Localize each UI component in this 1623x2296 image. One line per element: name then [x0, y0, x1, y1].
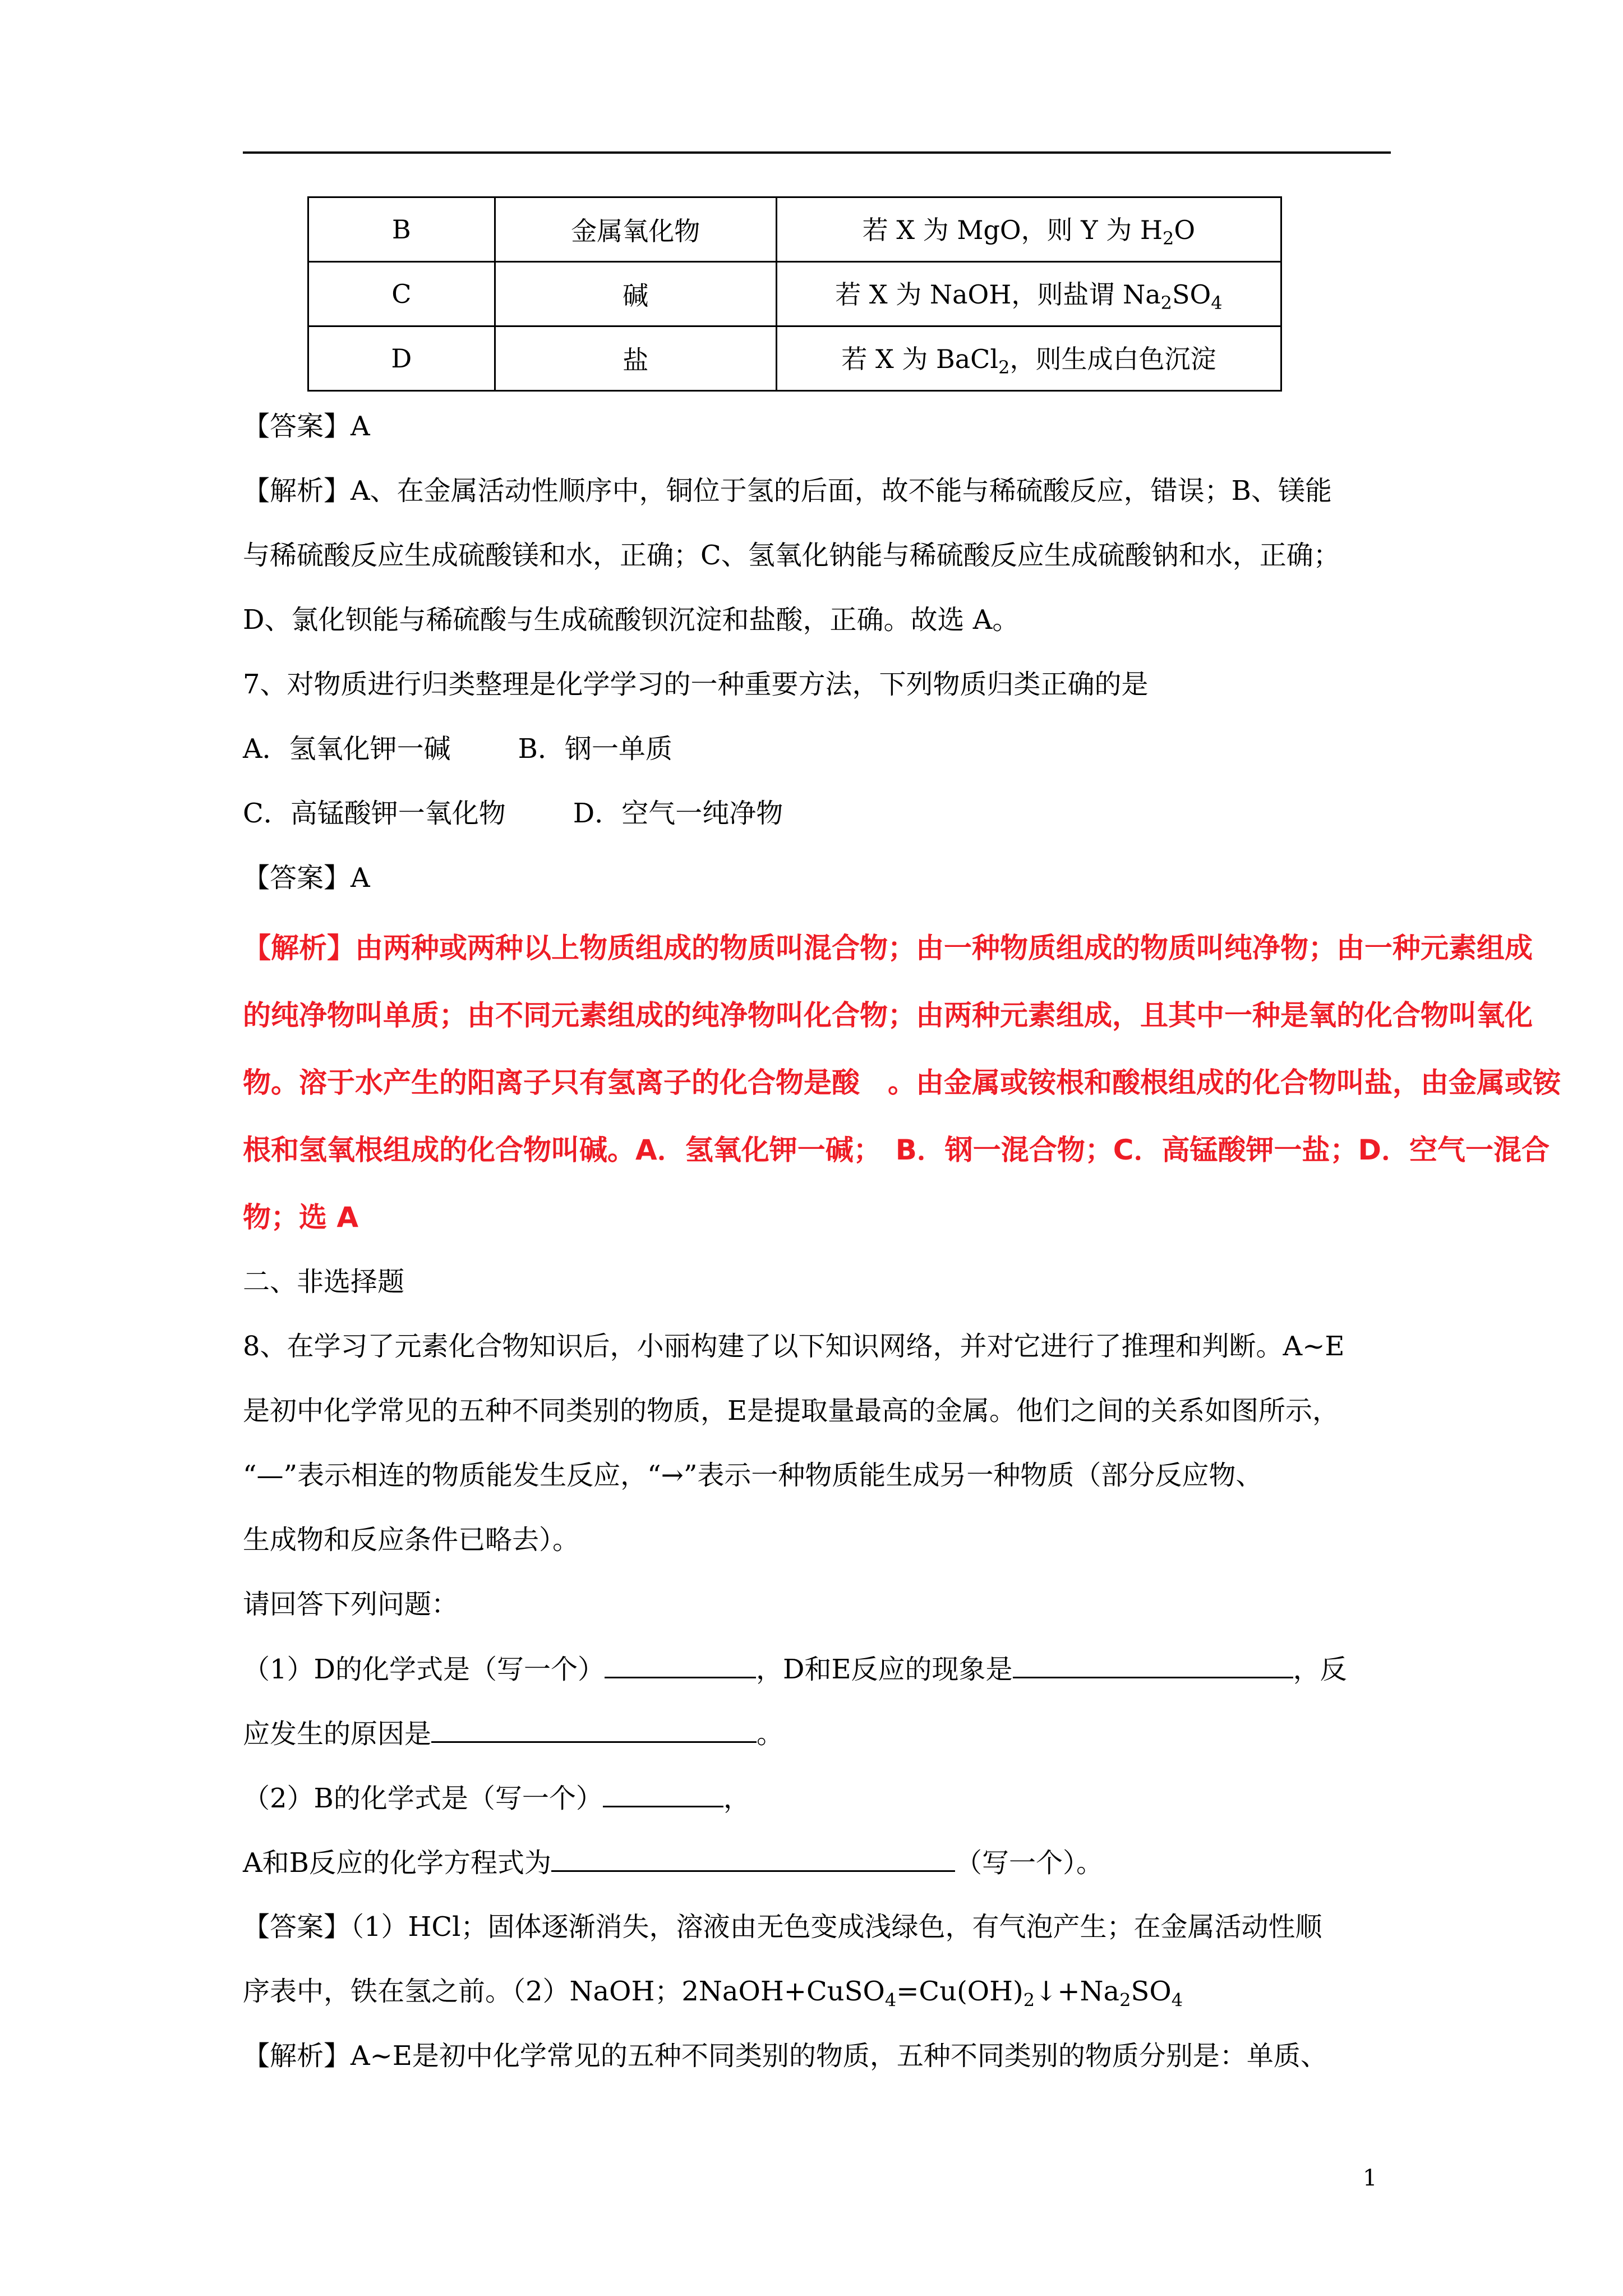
answer-blank[interactable] [431, 1717, 757, 1743]
q7-option-c: C．高锰酸钾一氧化物 [243, 798, 506, 829]
q8-part2-line: A和B反应的化学方程式为 （写一个）。 [243, 1846, 1103, 1880]
q8-analysis-line: 【解析】A~E是初中化学常见的五种不同类别的物质，五种不同类别的物质分别是：单质、 [243, 2040, 1327, 2072]
q8-answer-line: 序表中，铁在氢之前。（2）NaOH；$2NaOH+CuSO_4=Cu(OH)_2↓+Na_2SO_4$ [243, 1976, 1183, 2011]
q8-answer-line: 【答案】（1）HCl；固体逐渐消失，溶液由无色变成浅绿色，有气泡产生；在金属活动性顺 [243, 1911, 1322, 1943]
q8-part2-line: （2）B的化学式是（写一个） ， [243, 1781, 750, 1815]
answer-blank[interactable] [603, 1781, 723, 1807]
options-table [307, 196, 1282, 392]
description-cell: 若 X 为 NaOH，则盐谓 $Na_2SO_4$ [776, 262, 1281, 326]
q8-stem-line: 8、在学习了元素化合物知识后，小丽构建了以下知识网络，并对它进行了推理和判断。A~E [243, 1331, 1345, 1362]
table-row [308, 197, 1281, 262]
q7-analysis-line: 根和氢氧根组成的化合物叫碱。A．氢氧化钾一碱； B．钢一混合物；C．高锰酸钾一盐；D．空气一混合 [243, 1134, 1550, 1166]
q7-option-a: A．氢氧化钾一碱 [243, 733, 451, 765]
q7-analysis-line: 【解析】由两种或两种以上物质组成的物质叫混合物；由一种物质组成的物质叫纯净物；由一种元素组成 [243, 932, 1533, 964]
q7-analysis-line: 的纯净物叫单质；由不同元素组成的纯净物叫化合物；由两种元素组成，且其中一种是氧的化合物叫氧化 [243, 999, 1533, 1032]
q7-stem: 7、对物质进行归类整理是化学学习的一种重要方法，下列物质归类正确的是 [243, 669, 1149, 700]
q6-answer: 【答案】A [243, 411, 370, 442]
option-cell: C [308, 262, 495, 326]
q8-part1-line: （1）D的化学式是（写一个） ，D和E反应的现象是 ，反 [243, 1652, 1347, 1686]
q7-option-d: D．空气一纯净物 [573, 798, 783, 829]
answer-blank[interactable] [1013, 1652, 1293, 1678]
q7-options-row [243, 732, 672, 766]
description-cell: 若 X 为 MgO，则 Y 为 $H_2O$ [776, 197, 1281, 262]
table-row [308, 262, 1281, 326]
q8-prompt: 请回答下列问题： [243, 1589, 459, 1620]
option-cell: D [308, 326, 495, 391]
q7-option-b: B．钢一单质 [518, 733, 672, 765]
q7-analysis-line: 物。溶于水产生的阳离子只有氢离子的化合物是酸 。由金属或铵根和酸根组成的化合物叫盐，由金属或铵 [243, 1066, 1561, 1099]
section-heading: 二、非选择题 [243, 1266, 405, 1297]
q8-stem-line: 是初中化学常见的五种不同类别的物质，E是提取量最高的金属。他们之间的关系如图所示， [243, 1395, 1340, 1427]
table-row [308, 326, 1281, 391]
category-cell: 碱 [495, 262, 776, 326]
q7-analysis-line: 物；选 A [243, 1201, 359, 1234]
option-cell: B [308, 197, 495, 262]
q8-stem-line: 生成物和反应条件已略去）。 [243, 1524, 580, 1556]
q6-analysis-line: D、氯化钡能与稀硫酸与生成硫酸钡沉淀和盐酸，正确。故选 A。 [243, 604, 1020, 636]
answer-blank[interactable] [605, 1652, 756, 1678]
q8-stem-line: “—”表示相连的物质能发生反应，“→”表示一种物质能生成另一种物质（部分反应物、 [243, 1460, 1263, 1491]
q8-part1-line: 应发生的原因是 。 [243, 1717, 783, 1751]
q6-analysis-line: 【解析】A、在金属活动性顺序中，铜位于氢的后面，故不能与稀硫酸反应，错误；B、镁能 [243, 475, 1332, 507]
header-rule [243, 151, 1391, 154]
category-cell: 金属氧化物 [495, 197, 776, 262]
q6-analysis-line: 与稀硫酸反应生成硫酸镁和水，正确；C、氢氧化钠能与稀硫酸反应生成硫酸钠和水，正确； [243, 540, 1340, 571]
answer-blank[interactable] [551, 1846, 955, 1872]
description-cell: 若 X 为 BaCl$_2$，则生成白色沉淀 [776, 326, 1281, 391]
page-number: 1 [1363, 2165, 1377, 2191]
category-cell: 盐 [495, 326, 776, 391]
q7-answer: 【答案】A [243, 862, 370, 894]
q7-options-row [243, 797, 783, 830]
